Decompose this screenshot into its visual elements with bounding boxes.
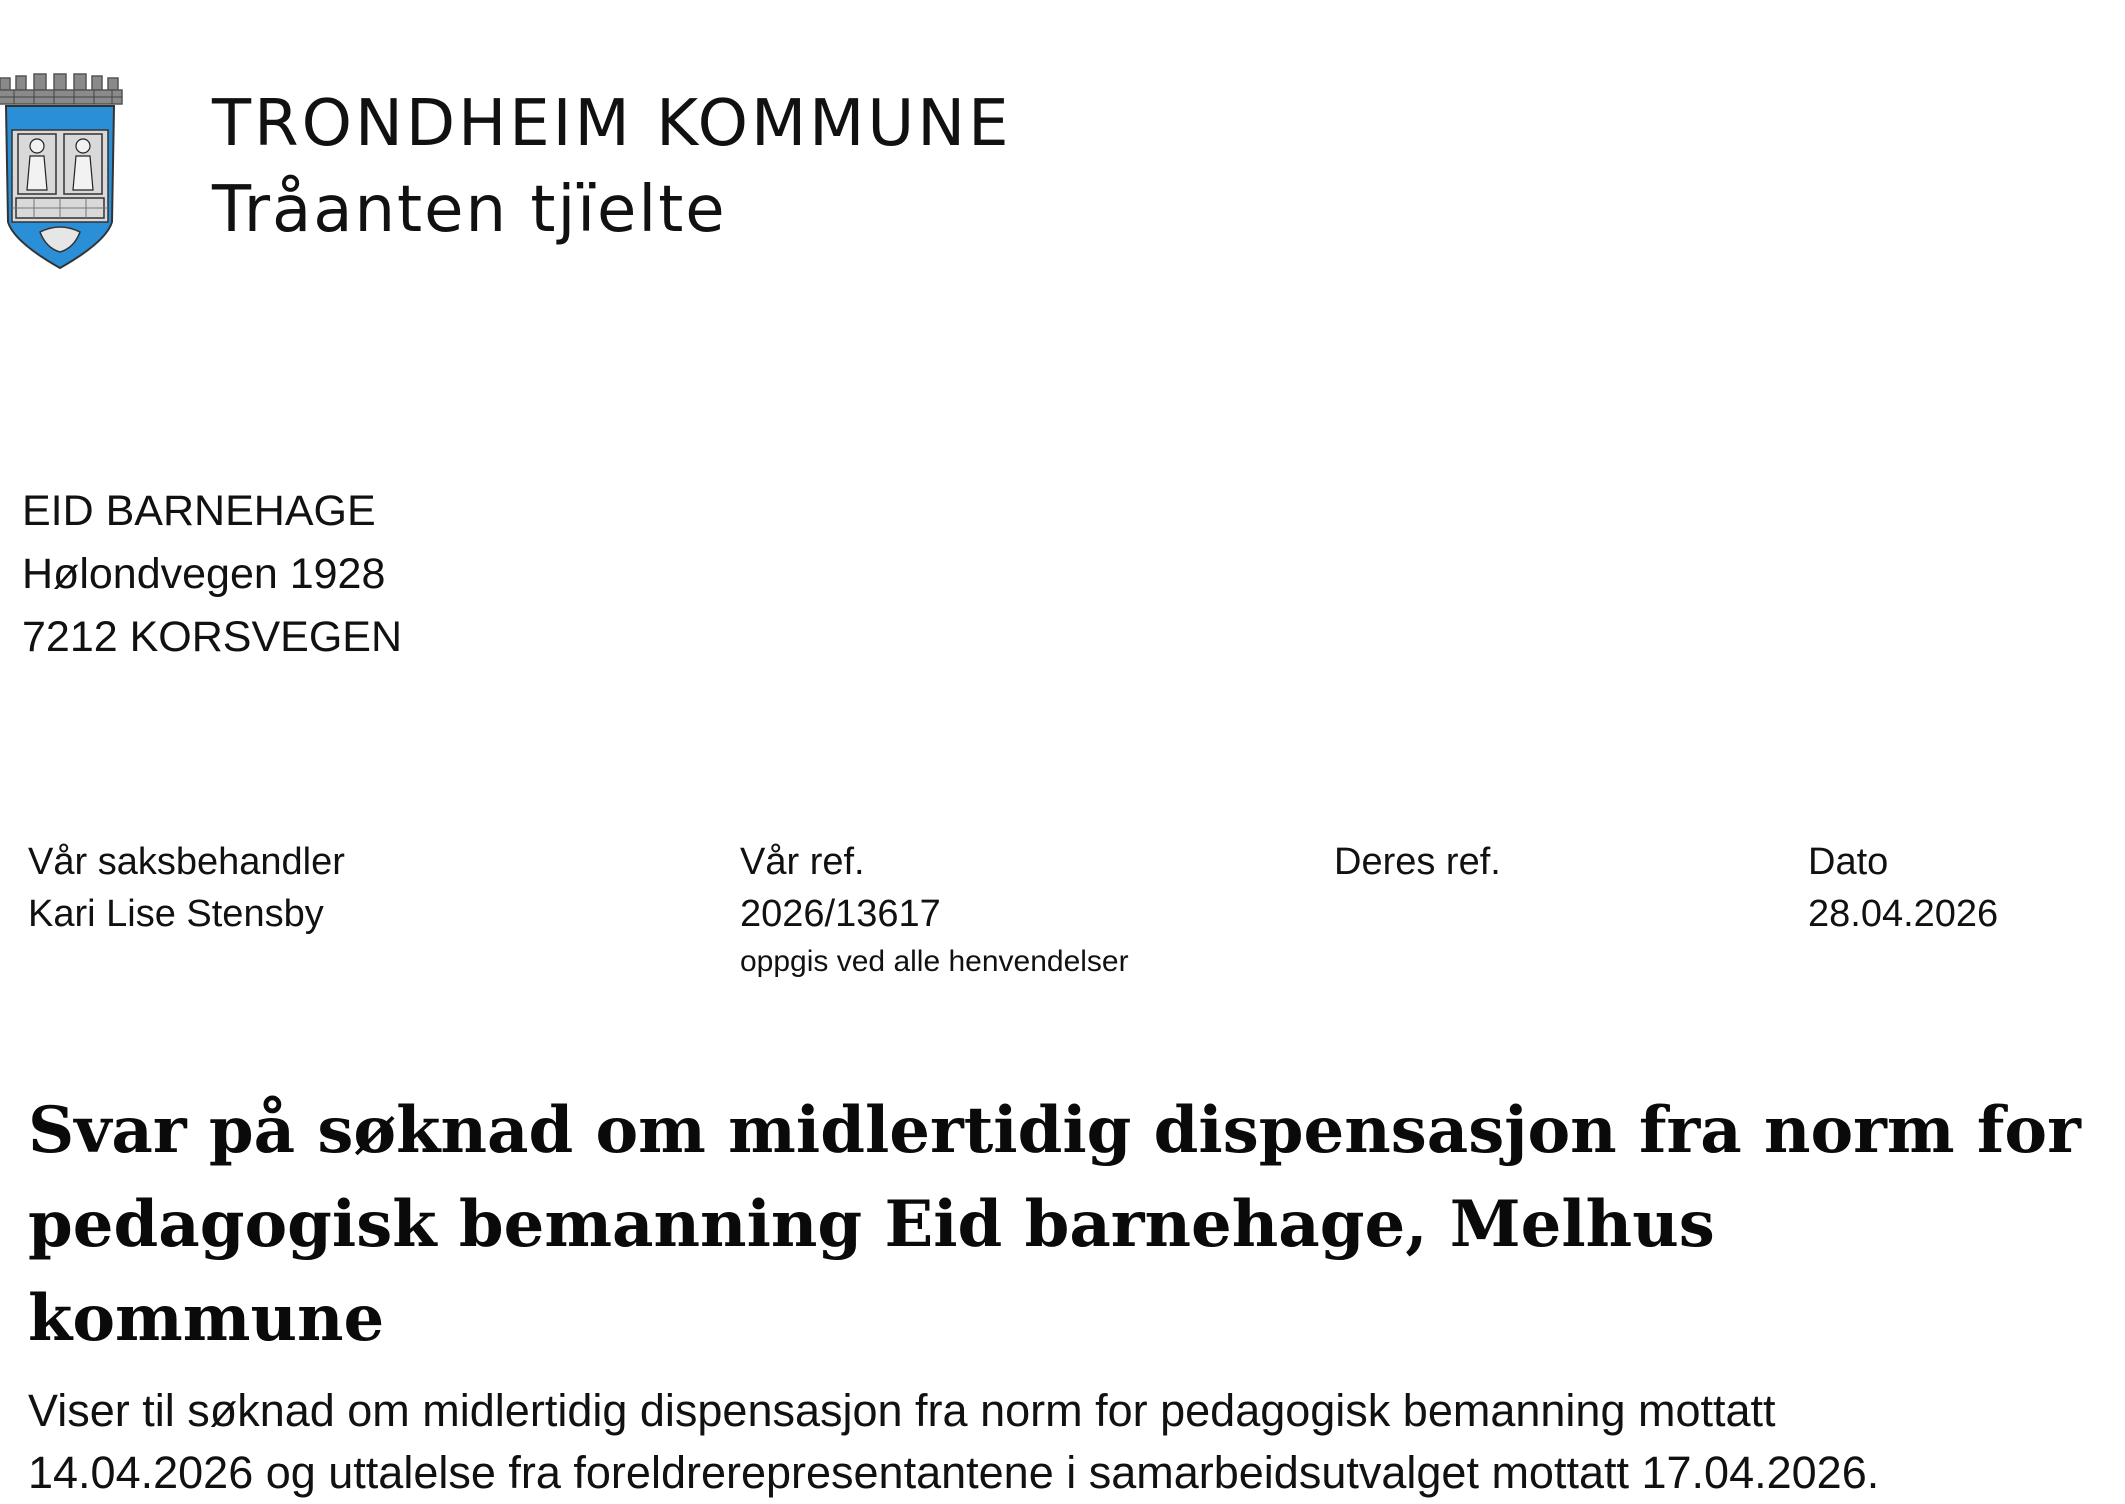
document-title bbox=[28, 1084, 2088, 1366]
case-handler-label: Vår saksbehandler bbox=[28, 841, 345, 883]
date-label: Dato bbox=[1808, 841, 1889, 883]
recipient-postal: 7212 KORSVEGEN bbox=[22, 613, 403, 661]
body-line-2: 14.04.2026 og uttalelse fra foreldrerepresentantene i samarbeidsutvalget mottatt 17.04.2026. bbox=[28, 1447, 1880, 1498]
date-value: 28.04.2026 bbox=[1808, 893, 1999, 935]
our-reference-block bbox=[740, 836, 1129, 982]
your-reference-label: Deres ref. bbox=[1334, 841, 1501, 883]
our-reference-label: Vår ref. bbox=[740, 841, 865, 883]
organization-subtitle: Tråanten tjïelte bbox=[212, 173, 727, 247]
recipient-street: Hølondvegen 1928 bbox=[22, 550, 386, 598]
our-reference-note: oppgis ved alle henvendelser bbox=[740, 945, 1129, 978]
our-reference-value: 2026/13617 bbox=[740, 893, 941, 935]
body-line-1: Viser til søknad om midlertidig dispensasjon fra norm for pedagogisk bemanning mottatt bbox=[28, 1385, 1776, 1436]
organization-name: TRONDHEIM KOMMUNE bbox=[212, 87, 1012, 161]
document-title-line-1: Svar på søknad om midlertidig dispensasjon fra norm for bbox=[28, 1093, 2081, 1168]
case-handler-value: Kari Lise Stensby bbox=[28, 893, 324, 935]
your-reference-block bbox=[1334, 836, 1501, 888]
date-block bbox=[1808, 836, 1998, 940]
document-body bbox=[28, 1380, 2098, 1504]
recipient-name: EID BARNEHAGE bbox=[22, 487, 376, 535]
coat-of-arms-icon bbox=[0, 72, 134, 272]
case-handler-block bbox=[28, 836, 345, 940]
recipient-address bbox=[22, 480, 402, 669]
document-title-line-2: pedagogisk bemanning Eid barnehage, Melhus kommune bbox=[28, 1187, 1715, 1356]
